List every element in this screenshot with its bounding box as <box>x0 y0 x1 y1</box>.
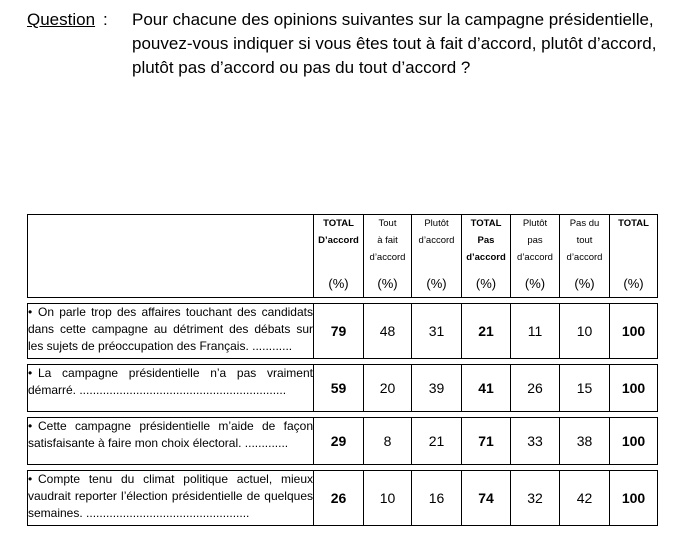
column-header-line: D’accord <box>318 235 359 246</box>
column-header <box>462 215 511 271</box>
bullet-icon: • <box>28 366 33 380</box>
percent-label: (%) <box>412 270 462 298</box>
percent-label: (%) <box>511 270 560 298</box>
value-cell: 31 <box>412 304 462 359</box>
value-cell: 21 <box>412 418 462 465</box>
bullet-icon: • <box>28 419 33 433</box>
value-cell: 42 <box>560 471 610 526</box>
column-header-line: Tout <box>378 218 397 229</box>
column-header-line: tout <box>576 235 593 246</box>
statement-text: On parle trop des affaires touchant des candidats dans cette campagne au détriment des débats sur les sujets de préoccupation des Français. ............ <box>28 305 313 353</box>
value-cell: 20 <box>364 365 412 412</box>
value-cell: 26 <box>314 471 364 526</box>
column-header <box>560 215 610 271</box>
table-row <box>28 471 658 526</box>
column-header-line: d’accord <box>418 235 455 246</box>
value-cell: 79 <box>314 304 364 359</box>
value-cell: 100 <box>610 471 658 526</box>
value-cell: 26 <box>511 365 560 412</box>
value-cell: 15 <box>560 365 610 412</box>
value-cell: 71 <box>462 418 511 465</box>
statement-text: Cette campagne présidentielle m’aide de façon satisfaisante à faire mon choix électoral. ............. <box>28 419 313 450</box>
value-cell: 8 <box>364 418 412 465</box>
value-cell: 38 <box>560 418 610 465</box>
value-cell: 100 <box>610 365 658 412</box>
question-label: Question <box>27 10 96 29</box>
column-header-line: d’accord <box>517 252 553 263</box>
value-cell: 59 <box>314 365 364 412</box>
value-cell: 29 <box>314 418 364 465</box>
column-header-line: d’accord <box>369 252 406 263</box>
percent-label: (%) <box>560 270 610 298</box>
statement-text: Compte tenu du climat politique actuel, mieux vaudrait reporter l’élection présidentielle de quelques semaines. ................................................. <box>28 472 313 520</box>
header-row <box>28 215 658 271</box>
column-header <box>314 215 364 271</box>
survey-table-body <box>28 215 658 526</box>
value-cell: 100 <box>610 418 658 465</box>
value-cell: 16 <box>412 471 462 526</box>
statement-cell <box>28 471 314 526</box>
table-row <box>28 365 658 412</box>
column-header-line: à fait <box>377 235 398 246</box>
table-row <box>28 304 658 359</box>
column-header-line: Pas du <box>569 218 600 229</box>
percent-label: (%) <box>314 270 364 298</box>
percent-label: (%) <box>610 270 658 298</box>
value-cell: 10 <box>364 471 412 526</box>
column-header <box>511 215 560 271</box>
statement-cell <box>28 365 314 412</box>
value-cell: 32 <box>511 471 560 526</box>
column-header-line: pas <box>527 235 543 246</box>
statement-text: La campagne présidentielle n’a pas vraiment démarré. .............................................................. <box>28 366 313 397</box>
column-header-line: Plutôt <box>522 218 548 229</box>
value-cell: 39 <box>412 365 462 412</box>
column-header-line: d’accord <box>566 252 603 263</box>
value-cell: 11 <box>511 304 560 359</box>
value-cell: 48 <box>364 304 412 359</box>
value-cell: 10 <box>560 304 610 359</box>
column-header <box>412 215 462 271</box>
percent-label: (%) <box>364 270 412 298</box>
statement-cell <box>28 418 314 465</box>
table-row <box>28 418 658 465</box>
survey-table <box>27 214 658 526</box>
statement-cell <box>28 304 314 359</box>
bullet-icon: • <box>28 472 33 486</box>
column-header-line: d’accord <box>466 252 506 263</box>
percent-label: (%) <box>462 270 511 298</box>
column-header-line: TOTAL <box>323 218 354 229</box>
value-cell: 41 <box>462 365 511 412</box>
column-header <box>364 215 412 271</box>
question-text: Pour chacune des opinions suivantes sur la campagne présidentielle, pouvez-vous indiquer si vous êtes tout à fait d’accord, plutôt d’accord, plutôt pas d’accord ou pas du tout d’accord ? <box>132 10 657 77</box>
column-header-line: TOTAL <box>618 218 649 229</box>
value-cell: 33 <box>511 418 560 465</box>
column-header <box>610 215 658 271</box>
column-header-line: Pas <box>477 235 495 246</box>
value-cell: 74 <box>462 471 511 526</box>
column-header-line: Plutôt <box>424 218 449 229</box>
question-colon: : <box>103 10 108 29</box>
bullet-icon: • <box>28 305 33 319</box>
column-header-line: TOTAL <box>470 218 502 229</box>
header-corner-cell <box>28 215 314 298</box>
value-cell: 21 <box>462 304 511 359</box>
value-cell: 100 <box>610 304 658 359</box>
